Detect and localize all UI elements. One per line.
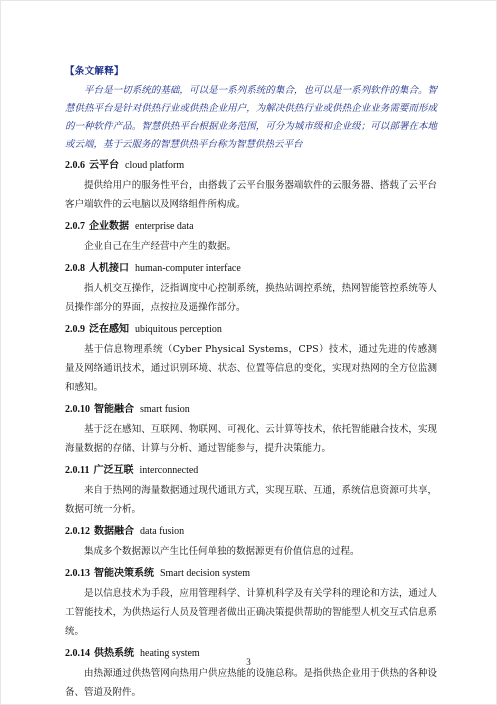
term-number: 2.0.6 bbox=[65, 160, 85, 171]
term-chinese: 企业数据 bbox=[89, 221, 129, 232]
explanation-heading: 【条文解释】 bbox=[65, 66, 124, 77]
term-chinese: 数据融合 bbox=[94, 526, 134, 537]
term-definition: 企业自己在生产经营中产生的数据。 bbox=[84, 241, 237, 252]
term-definition: 集成多个数据源以产生比任何单独的数据源更有价值信息的过程。 bbox=[84, 546, 360, 557]
term-english: enterprise data bbox=[135, 221, 194, 232]
term-definition: 指人机交互操作，泛指调度中心控制系统，换热站调控系统，热网智能管控系统等人员操作部分的界面，点按拉及遥操作部分。 bbox=[65, 283, 437, 313]
term-heading bbox=[65, 461, 437, 481]
term-chinese: 智能决策系统 bbox=[94, 568, 154, 579]
term-definition: 提供给用户的服务性平台，由搭载了云平台服务器端软件的云服务器、搭载了云平台客户端软件的云电脑以及网络组件所构成。 bbox=[65, 180, 437, 210]
term-number: 2.0.13 bbox=[65, 568, 90, 579]
term-list bbox=[65, 156, 437, 702]
term-chinese: 广泛互联 bbox=[93, 465, 134, 476]
term-definition: 是以信息技术为手段，应用管理科学、计算机科学及有关学科的理论和方法，通过人工智能技术，为供热运行人员及管理者做出正确决策提供帮助的智能型人机交互式信息系统。 bbox=[65, 588, 437, 637]
term-number: 2.0.11 bbox=[65, 465, 90, 476]
term-english: ubiquitous perception bbox=[135, 324, 222, 335]
term-heading bbox=[65, 217, 437, 237]
term-number: 2.0.12 bbox=[65, 526, 90, 537]
term-definition: 基于信息物理系统（Cyber Physical Systems，CPS）技术，通过先进的传感测量及网络通讯技术，通过识别环境、状态、位置等信息的变化，实现对热网的全方位监测和感知。 bbox=[65, 344, 437, 393]
page-content bbox=[65, 63, 437, 705]
term-heading bbox=[65, 564, 437, 584]
term-chinese: 云平台 bbox=[89, 160, 119, 171]
term-chinese: 人机接口 bbox=[89, 263, 129, 274]
term-heading bbox=[65, 522, 437, 542]
term-english: interconnected bbox=[139, 465, 199, 476]
explanation-body: 平台是一切系统的基础，可以是一系列系统的集合，也可以是一系列软件的集合。智慧供热平台是针对供热行业或供热企业用户，为解决供热行业或供热企业业务需要而形成的一种软件产品。智慧供热平台根据业务范围，可分为城市级和企业级；可以部署在本地或云端，基于云服务的智慧供热平台称为智慧供热云平台 bbox=[65, 85, 437, 150]
term-number: 2.0.9 bbox=[65, 324, 85, 335]
term-english: cloud platform bbox=[125, 160, 185, 171]
term-chinese: 供热系统 bbox=[94, 648, 134, 659]
term-heading bbox=[65, 400, 437, 420]
term-english: smart fusion bbox=[140, 404, 190, 415]
term-heading bbox=[65, 320, 437, 340]
term-chinese: 泛在感知 bbox=[89, 324, 129, 335]
term-heading bbox=[65, 259, 437, 279]
term-english: data fusion bbox=[140, 526, 185, 537]
term-heading bbox=[65, 156, 437, 176]
term-number: 2.0.10 bbox=[65, 404, 90, 415]
term-definition: 基于泛在感知、互联网、物联网、可视化、云计算等技术，依托智能融合技术，实现海量数据的存储、计算与分析、通过智能参与，提升决策能力。 bbox=[65, 424, 437, 454]
term-english: heating system bbox=[140, 648, 200, 659]
term-number: 2.0.7 bbox=[65, 221, 85, 232]
term-number: 2.0.14 bbox=[65, 648, 90, 659]
term-definition: 来自于热网的海量数据通过现代通讯方式，实现互联、互通，系统信息资源可共享，数据可统一分析。 bbox=[65, 485, 437, 515]
page-number: 3 bbox=[246, 657, 251, 667]
term-english: Smart decision system bbox=[160, 568, 250, 579]
term-chinese: 智能融合 bbox=[94, 404, 134, 415]
term-number: 2.0.8 bbox=[65, 263, 85, 274]
term-english: human-computer interface bbox=[135, 263, 241, 274]
term-definition: 由热源通过供热管网向热用户供应热能的设施总称。是指供热企业用于供热的各种设备、管道及附件。 bbox=[65, 668, 437, 698]
